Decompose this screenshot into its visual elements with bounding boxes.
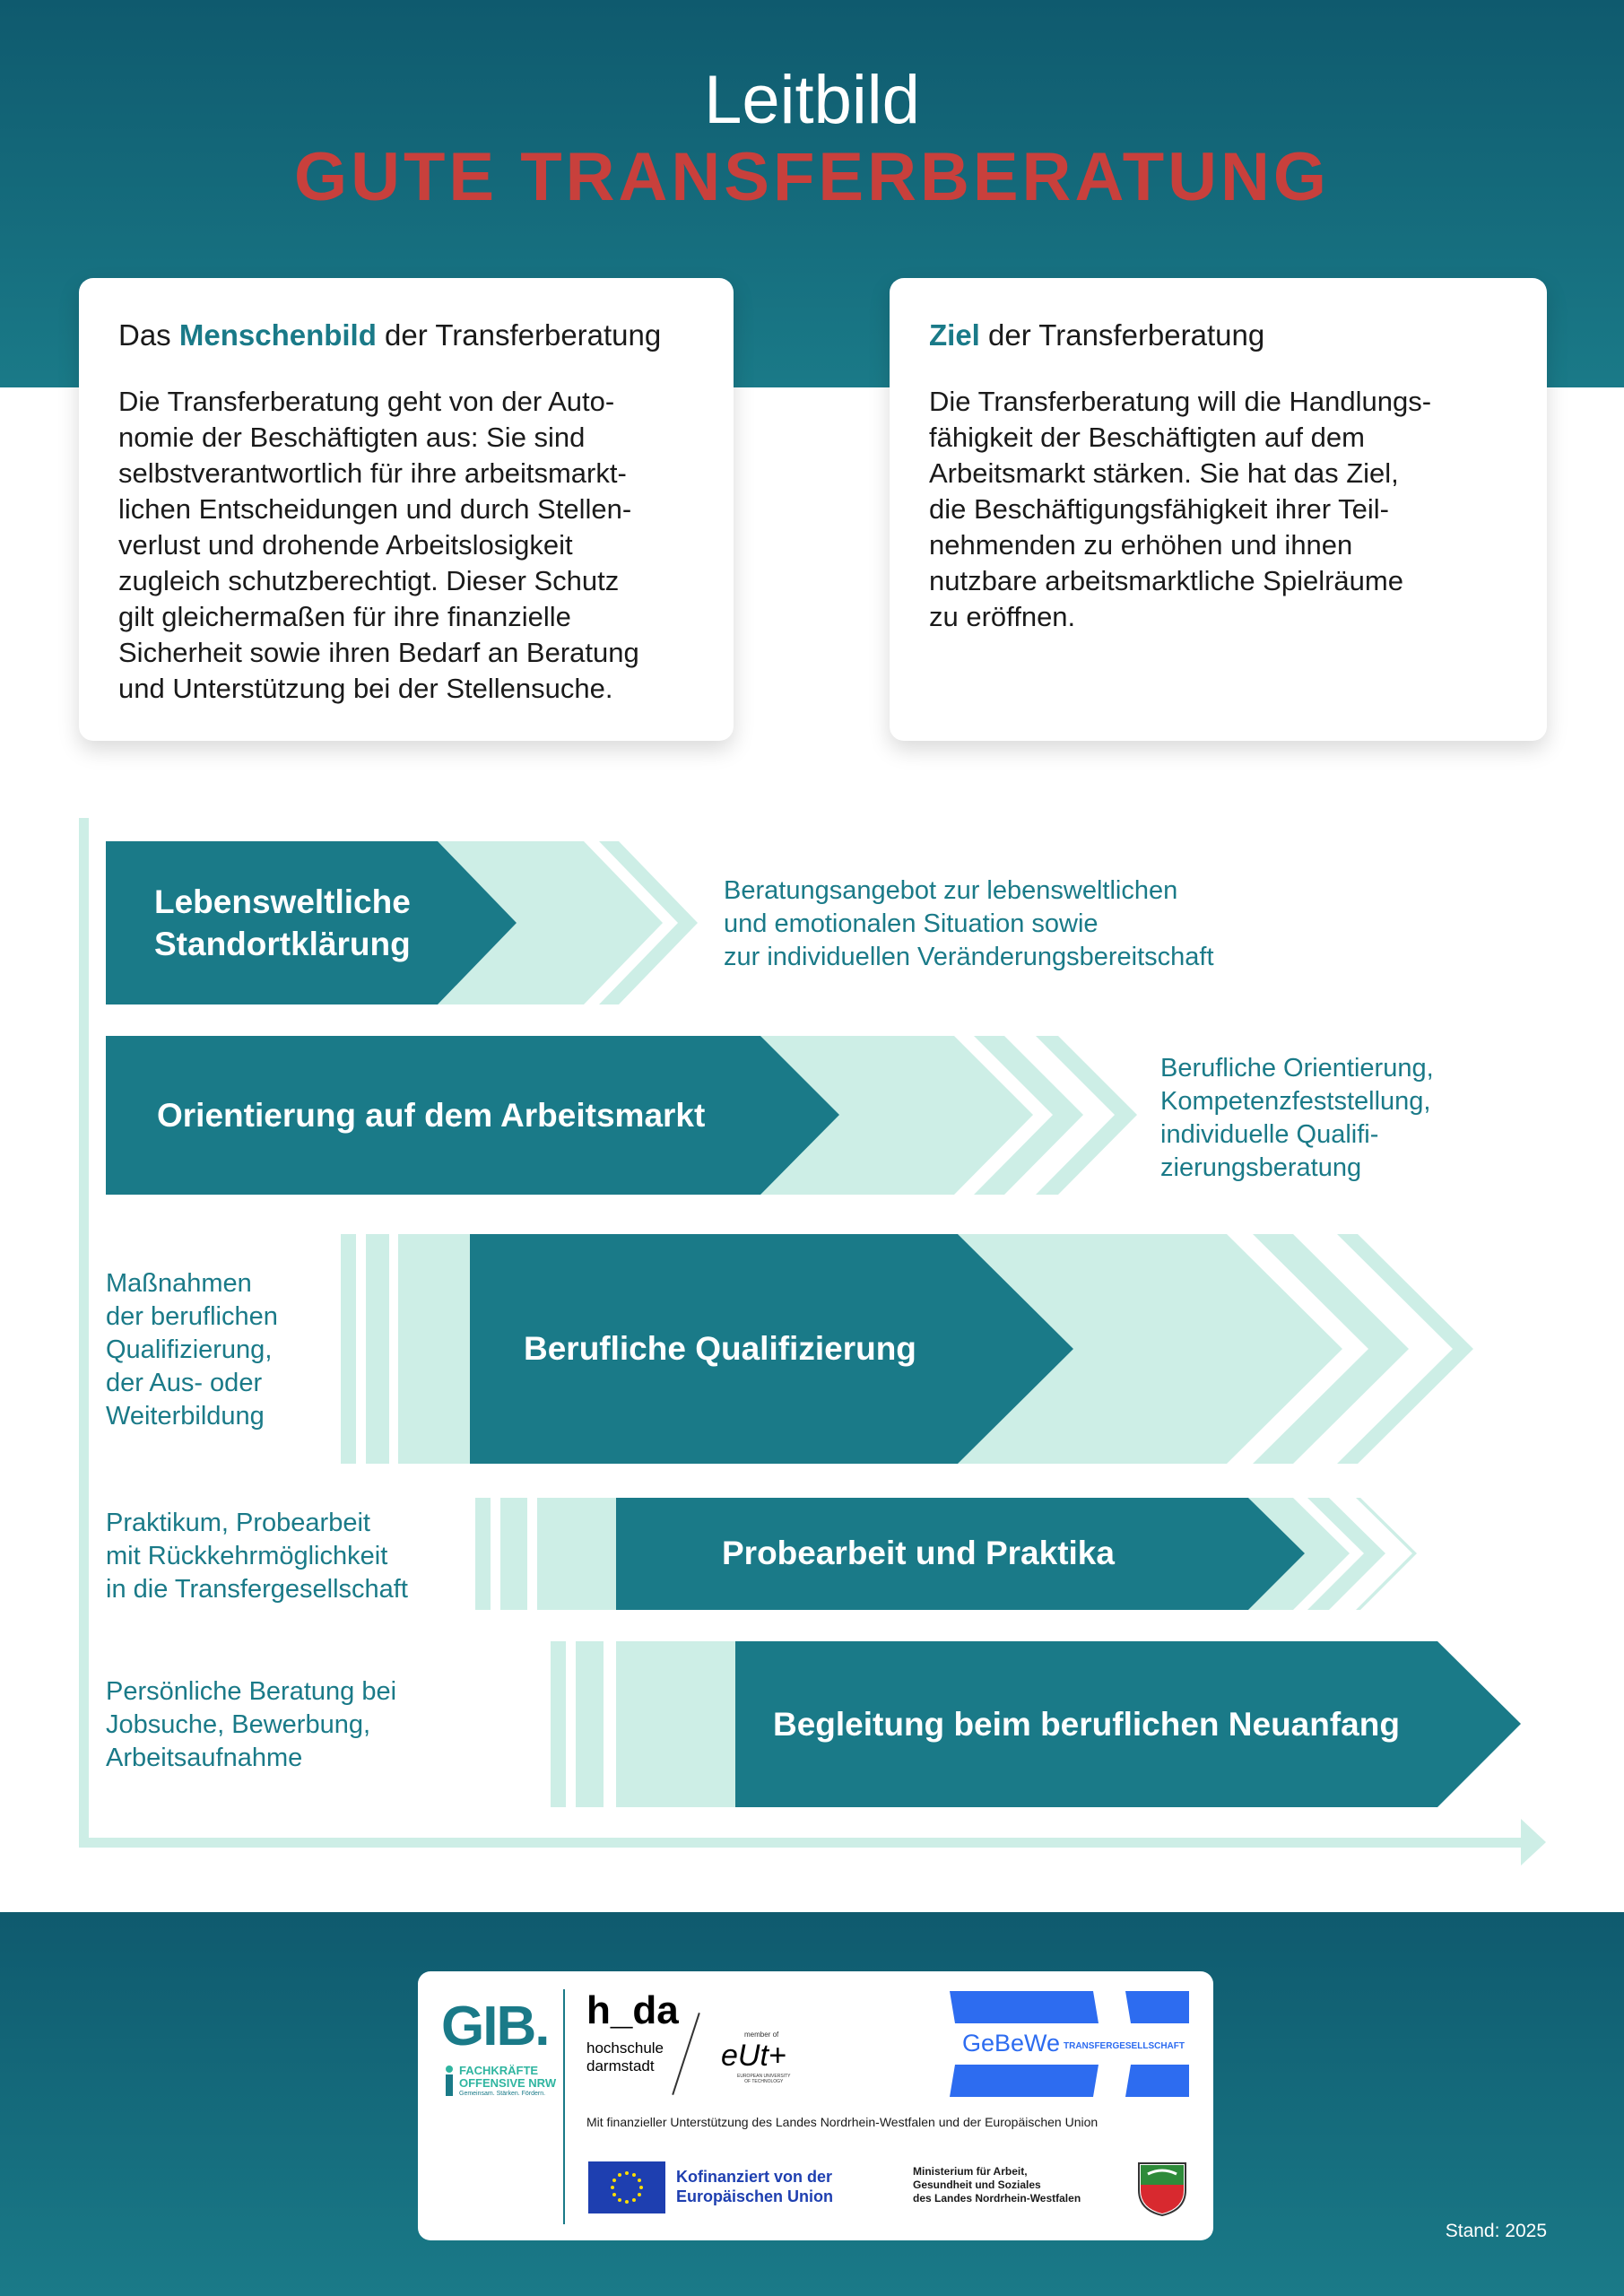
step-3-stripe — [398, 1234, 470, 1464]
step-5-label: Begleitung beim beruflichen Neuanfang — [773, 1706, 1400, 1743]
step-3-label: Berufliche Qualifizierung — [524, 1330, 916, 1367]
fachkraefte-icon — [443, 2065, 456, 2097]
partner-logos-panel — [418, 1971, 1213, 2240]
hda-name: hochschule darmstadt — [586, 2039, 664, 2074]
timeline-axis-vertical — [79, 818, 89, 1848]
step-3-description: Maßnahmen der beruflichen Qualifizierung, der Aus- oder Weiterbildung — [106, 1269, 278, 1431]
step-5-description: Persönliche Beratung bei Jobsuche, Bewerbung, Arbeitsaufnahme — [106, 1677, 397, 1772]
card-heading-prefix: Das — [118, 318, 179, 352]
card-heading-highlight: Menschenbild — [178, 318, 377, 352]
page-subtitle: GUTE TRANSFERBERATUNG — [293, 139, 1330, 215]
page-title: Leitbild — [704, 62, 920, 138]
step-5-stripe — [616, 1641, 735, 1807]
step-3-stripe — [341, 1234, 356, 1464]
timeline-axis-horizontal — [79, 1838, 1524, 1848]
card-body: Die Transferberatung will die Handlungs- fähigkeit der Beschäftigten auf dem Arbeitsmarkt stärken. Sie hat das Ziel, die Beschäftigungsfähigkeit ihrer Teil- nehmenden zu erhöhen und ihnen nutzbare arbeitsmarktliche Spielräume zu eröffnen. — [929, 386, 1432, 632]
eu-cofunding-text: Kofinanziert von der Europäischen Union — [676, 2168, 834, 2205]
funding-note: Mit finanzieller Unterstützung des Landes Nordrhein-Westfalen und der Europäischen Union — [586, 2115, 1099, 2129]
gebewe-subtitle: TRANSFERGESELLSCHAFT — [1064, 2041, 1185, 2051]
stand-date: Stand: 2025 — [1445, 2221, 1547, 2241]
card-body: Die Transferberatung geht von der Auto- nomie der Beschäftigten aus: Sie sind selbstverantwortlich für ihre arbeitsmarkt- lichen Entscheidungen und durch Stellen- verlust und drohende Arbeitslosigkeit zugleich schutzberechtigt. Dieser Schutz gilt gleichermaßen für ihre finanzielle Sicherheit sowie ihren Bedarf an Beratung und Unterstützung bei der Stellensuche. — [118, 386, 639, 704]
eut-name: EUROPEAN UNIVERSITY OF TECHNOLOGY — [737, 2074, 791, 2084]
step-4-label: Probearbeit und Praktika — [722, 1535, 1115, 1571]
ministry-text: Ministerium für Arbeit, Gesundheit und Soziales des Landes Nordrhein-Westfalen — [913, 2165, 1081, 2205]
timeline-arrow-head — [1521, 1819, 1546, 1866]
hda-logo: h_da — [586, 1988, 679, 2032]
nrw-crest-icon — [1135, 2160, 1189, 2217]
eut-logo: eUt+ — [721, 2039, 786, 2073]
eut-member-label: member of — [744, 2031, 779, 2039]
card-heading-suffix: der Transferberatung — [376, 318, 662, 352]
step-2-description: Berufliche Orientierung, Kompetenzfeststellung, individuelle Qualifi- zierungsberatung — [1160, 1054, 1434, 1182]
step-4-stripe — [475, 1498, 491, 1610]
step-2-label: Orientierung auf dem Arbeitsmarkt — [157, 1097, 706, 1134]
step-5-stripe — [551, 1641, 566, 1807]
eu-flag-icon — [588, 2161, 665, 2213]
step-3-stripe — [366, 1234, 389, 1464]
logo-divider — [563, 1989, 565, 2224]
fachkraefte-logo: FACHKRÄFTE OFFENSIVE NRW — [459, 2064, 557, 2090]
card-heading-highlight: Ziel — [929, 318, 980, 352]
gebewe-name: GeBeWe — [962, 2030, 1061, 2057]
step-4-stripe — [500, 1498, 527, 1610]
step-1-description: Beratungsangebot zur lebensweltlichen und emotionalen Situation sowie zur individuellen Veränderungsbereitschaft — [724, 876, 1214, 971]
step-5-stripe — [576, 1641, 604, 1807]
fachkraefte-tagline: Gemeinsam. Stärken. Fördern. — [459, 2091, 546, 2097]
step-2-chevron-stripe — [1036, 1036, 1137, 1195]
step-4-description: Praktikum, Probearbeit mit Rückkehrmöglichkeit in die Transfergesellschaft — [106, 1509, 408, 1604]
step-1-label: Lebensweltliche Standortklärung — [154, 883, 411, 962]
step-4-stripe — [537, 1498, 616, 1610]
gib-logo: GIB. — [441, 1996, 549, 2057]
card-heading-suffix: der Transferberatung — [979, 318, 1265, 352]
